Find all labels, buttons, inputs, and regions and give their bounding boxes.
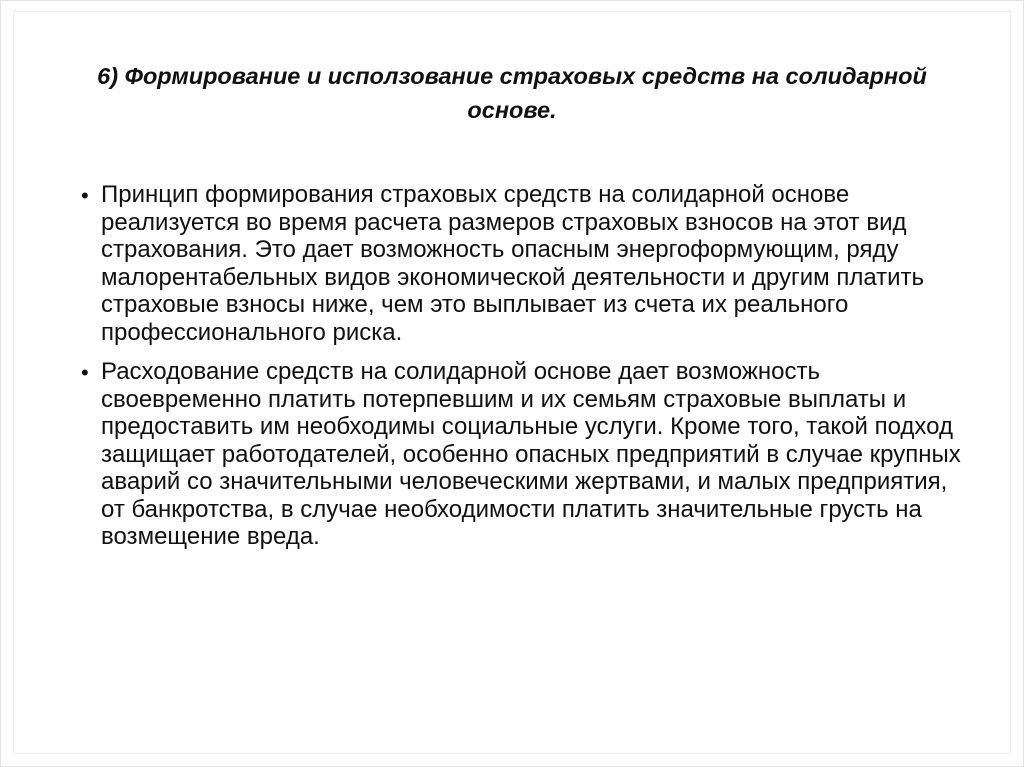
bullet-text: Расходование средств на солидарной основе дает возможность своевременно платить потерпевшим и их семьям страховые выплаты и предоставить им необходимы социальные услуги. Кроме того, такой подход защищает работодателей, особенно опасных предприятий в случае крупных аварий со значительными человеческими жертвами, и малых предприятия, от банкротства, в случае необходимости платить значительные грусть на возмещение вреда. — [101, 358, 961, 550]
bullet-icon: • — [81, 360, 89, 385]
bullet-text: Принцип формирования страховых средств на солидарной основе реализуется во время расчета размеров страховых взносов на этот вид страхования. Это дает возможность опасным энергоформующим, ряду малорентабельных видов экономической деятельности и другим платить страховые взносы ниже, чем это выплывает из счета их реального профессионального риска. — [101, 181, 925, 346]
bullet-item — [81, 358, 973, 551]
bullet-item — [81, 181, 973, 346]
slide-title: 6) Формирование и исползование страховых средств на солидарной основе. — [97, 63, 927, 123]
bullet-list — [81, 181, 973, 563]
bullet-icon: • — [81, 183, 89, 208]
